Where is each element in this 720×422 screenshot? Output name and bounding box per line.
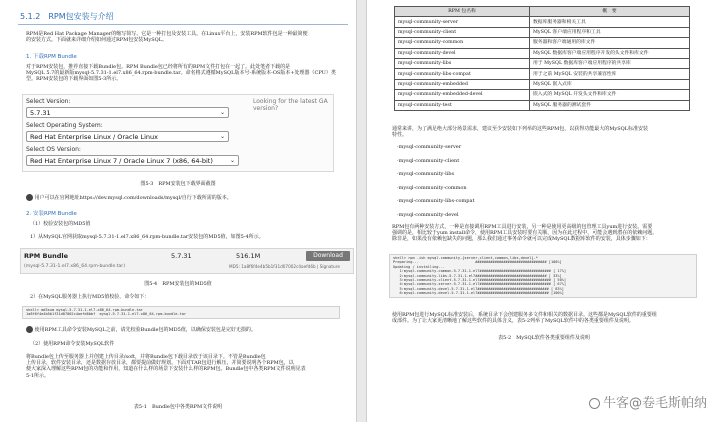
paragraph-line: 便大家深入理解这些RPM包的功能和作用，知道在什么样的场景下安装什么样的RPM包。Bundle包中各类RPM文件说明见表 [26, 366, 306, 373]
download-button[interactable]: Download [306, 251, 350, 261]
step-run-md5: 2）在MySQL服务器上执行MD5值校验，命令如下： [30, 294, 150, 300]
rpm-install-output [389, 254, 697, 298]
note-text: 用户可以在官网地址https://dev.mysql.com/downloads/mysql/自行下载所需的版本。 [34, 195, 232, 201]
code-line: Updating / installing... [393, 264, 445, 269]
note-text: 使用RPM工具命令安装MySQL之前，请先校验Bundle包的MD5值，以确保安装包是完好无损的。 [34, 327, 256, 333]
download-form-figure [22, 94, 334, 172]
list-item: ·mysql-community-libs-compat [397, 198, 475, 204]
bundle-paragraph [26, 354, 348, 379]
package-name: mysql-community-devel [395, 48, 530, 58]
rpm-bundle-figure [20, 248, 354, 274]
table-caption-5-1: 表5-1 Bundle包中各类RPM文件说明 [133, 404, 223, 410]
paragraph-line: 通常来讲，为了满足绝大部分场景需求，建议至少安装如下列举的这些RPM包，以获得功能最大的MySQL标准安装 [392, 126, 649, 132]
chevron-down-icon: ⌄ [219, 109, 225, 116]
paragraph-line: 型。RPM安装包的下载界面如图5-3所示。 [26, 76, 122, 83]
paragraph-line: 5-1所示。 [26, 372, 50, 379]
bundle-md5[interactable]: MD5: 1a8f6f4e4b5b1f31d07002c4aefd6b | Signature [229, 264, 340, 269]
list-item: ·mysql-community-server [397, 144, 462, 150]
list-item: ·mysql-community-common [397, 184, 467, 191]
os-value: Red Hat Enterprise Linux / Oracle Linux [30, 133, 158, 141]
table-row [395, 69, 690, 79]
version-label: Select Version: [26, 98, 71, 105]
code-line: 4:mysql-community-server-5.7.31-1.el7################################# [ 67%] [393, 282, 567, 287]
watermark-text: 牛客@卷毛斯帕纳 [602, 396, 707, 411]
package-name: mysql-community-client [395, 27, 530, 37]
os-select[interactable] [26, 131, 229, 142]
package-summary: MySQL 客户端应用程序和工具 [530, 27, 690, 37]
package-name: mysql-community-common [395, 38, 530, 48]
code-line: Preparing... ################################# [100%] [393, 260, 562, 265]
nowcoder-logo-icon [589, 398, 600, 409]
table-row [395, 90, 690, 100]
table-row [395, 27, 690, 37]
download-paragraph [26, 64, 344, 83]
paragraph-line: 成部件。为了让大家更清晰地了解这些软件的具体含义，表5-2列举了MySQL软件中的各类重要组件及说明。 [392, 318, 634, 325]
chevron-down-icon: ⌄ [229, 157, 235, 164]
package-name: mysql-community-server [395, 17, 530, 27]
title-rule [18, 24, 348, 25]
recommended-package-list [397, 144, 597, 225]
code-line: 3:mysql-community-client-5.7.31-1.el7################################# [ 50%] [393, 278, 567, 283]
bundle-size: 516.1M [236, 252, 261, 260]
package-summary: 嵌入式的 MySQL 开发头文件和库文件 [530, 90, 690, 100]
section-title: 5.1.2 RPM包安装与介绍 [20, 12, 114, 21]
chevron-down-icon: ⌄ [219, 133, 225, 140]
os-label: Select Operating System: [26, 122, 103, 129]
note-verify [26, 326, 348, 333]
os-version-select[interactable] [26, 155, 239, 166]
bundle-filename: (mysql-5.7.31-1.el7.x86_64.rpm-bundle.tar) [24, 264, 125, 269]
install-methods-paragraph [392, 224, 714, 243]
table-caption-5-2: 表5-2 MySQL软件各类重要组件及说明 [498, 335, 590, 341]
rpm-package-table [394, 6, 690, 111]
os-version-label: Select OS Version: [26, 146, 81, 153]
table-row [395, 58, 690, 68]
watermark [589, 392, 707, 411]
bundle-name: RPM Bundle [24, 252, 68, 260]
bundle-version: 5.7.31 [171, 252, 192, 260]
note-icon [26, 326, 33, 333]
paragraph-line: 强调的是，相比较于yum install命令，使用RPM工具安装时要有关顺，因为在此过程中，可能会遇到潜在的依赖问题。 [392, 230, 658, 237]
table-row [395, 48, 690, 58]
version-select[interactable] [26, 107, 229, 118]
package-summary: MySQL 数据库客户端应用程序开发的头文件和库文件 [530, 48, 690, 58]
step-verify-md5: （1）校验安装包的MD5值 [30, 221, 91, 227]
right-page [366, 0, 720, 422]
table-row [395, 17, 690, 27]
paragraph-line: 上传目录，软件安装目录，还是数据存放目录，都要提前做好规划。下面对TAR包进行解压，并简要说明各个RPM包，以 [26, 360, 294, 367]
package-name: mysql-community-test [395, 100, 530, 110]
subheading-install: 2. 安装RPM Bundle [26, 211, 77, 217]
code-line: 5:mysql-community-devel-5.7.31-1.el7################################# [ 83%] [393, 286, 564, 291]
package-summary: 用于 MySQL 数据库客户端应用程序的共享库 [530, 58, 690, 68]
step-rpm-install: （2）使用RPM命令安装MySQL软件 [30, 341, 115, 347]
code-line: shell> rpm -ivh mysql-community-{server,client,common,libs,devel}-* [393, 256, 538, 260]
figure-caption-5-4: 图5-4 RPM安装包的MD5值 [144, 281, 212, 287]
package-name: mysql-community-libs [395, 58, 530, 68]
package-summary: 用于之前 MySQL 安装的共享兼容性库 [530, 69, 690, 79]
package-name: mysql-community-embedded-devel [395, 90, 530, 100]
package-name: mysql-community-embedded [395, 79, 530, 89]
paragraph-line: 对于RPM安装包，推荐直接下载Bundle包。RPM Bundle包已经将所有的RPM文件打包在一起了。此处笔者下载的是 [26, 64, 291, 70]
paragraph-line: RPM包有两种安装方式，一种是直接调用RPM工具进行安装，另一种是使用更高级的包管理工具yum进行安装。需要 [392, 224, 653, 230]
package-summary: 服务器和客户端通用的库文件 [530, 38, 690, 48]
table-row [395, 38, 690, 48]
list-item: ·mysql-community-devel [397, 211, 459, 218]
md5-command-block: shell> md5sum mysql-5.7.31-1.el7.x86_64.rpm-bundle.tar 1a8f6f4e4b5b1f31d07002c4aefd6bbf mysql-5.7.31-1.el7.x86_64.rpm-bundle.tar [22, 306, 340, 319]
intro-line: 的安装方式。下面就来详细介绍如何通过RPM包安装MySQL。 [26, 37, 168, 44]
note-official-site [26, 194, 346, 201]
code-line: 1:mysql-community-common-5.7.31-1.el7################################# [ 17%] [393, 269, 567, 274]
left-page [0, 0, 357, 422]
intro-paragraph [26, 31, 344, 43]
intro-line: RPM是Red Hat Package Manager的缩写简写，它是一种打包及安装工具。在Linux平台上，安装RPM软件包是一种最简便 [26, 31, 308, 37]
code-line: 2:mysql-community-libs-5.7.31-1.el7################################# [ 33%] [393, 273, 562, 278]
column-header: RPM 包名称 [395, 7, 530, 17]
list-item: ·mysql-community-client [397, 157, 460, 164]
step-get-md5: 1）从MySQL官网获取mysql-5.7.31-1.el7.x86_64.rpm-bundle.tar安装包的MD5值，如图5-4所示。 [30, 234, 264, 240]
paragraph-line: MySQL 5.7的最新版mysql-5.7.31-1.el7.x86_64.rpm-bundle.tar。命名格式遵循MySQL版本号-系统版本-OS版本+处理器（CPU）类 [26, 70, 336, 77]
paragraph-line: 特性。 [392, 132, 408, 139]
package-summary: 数据库服务器和相关工具 [530, 17, 690, 27]
package-name: mysql-community-libs-compat [395, 69, 530, 79]
figure-caption-5-3: 图5-3 RPM安装包下载界面截图 [140, 181, 216, 187]
version-value: 5.7.31 [30, 109, 51, 117]
paragraph-line: 除非是，如果没有依赖包缺失的问题，那么我们通过事务命令就可以完成MySQL数据库软件的安装，具体步骤如下： [392, 236, 651, 243]
package-summary: MySQL 服务器的测试套件 [530, 100, 690, 110]
latest-ga-hint[interactable]: Looking for the latest GA version? [253, 98, 328, 112]
list-item: ·mysql-community-libs [397, 171, 455, 177]
paragraph-line: 使用RPM包进行MySQL标准安装后，系统目录下会创建服务多文件和相关的数据目录。这些都是MySQL软件的重要组 [392, 312, 657, 318]
note-icon [26, 194, 33, 201]
package-summary: MySQL 嵌入式库 [530, 79, 690, 89]
os-version-value: Red Hat Enterprise Linux 7 / Oracle Linux 7 (x86, 64-bit) [30, 157, 213, 165]
components-paragraph [392, 312, 714, 324]
column-header: 概 要 [530, 7, 690, 17]
table-row [395, 79, 690, 89]
paragraph-line: 将Bundle包上传至服务器上并创建上传目录/soft，并将Bundle包下载目录放于该目录下。不管是Bundle包 [26, 354, 266, 360]
recommendation-paragraph [392, 126, 712, 138]
subheading-download: 1. 下载RPM Bundle [26, 54, 77, 60]
code-line: 6:mysql-community-devel-5.7.31-1.el7################################# [100%] [393, 291, 564, 296]
table-row [395, 100, 690, 110]
table-header-row [395, 7, 690, 17]
